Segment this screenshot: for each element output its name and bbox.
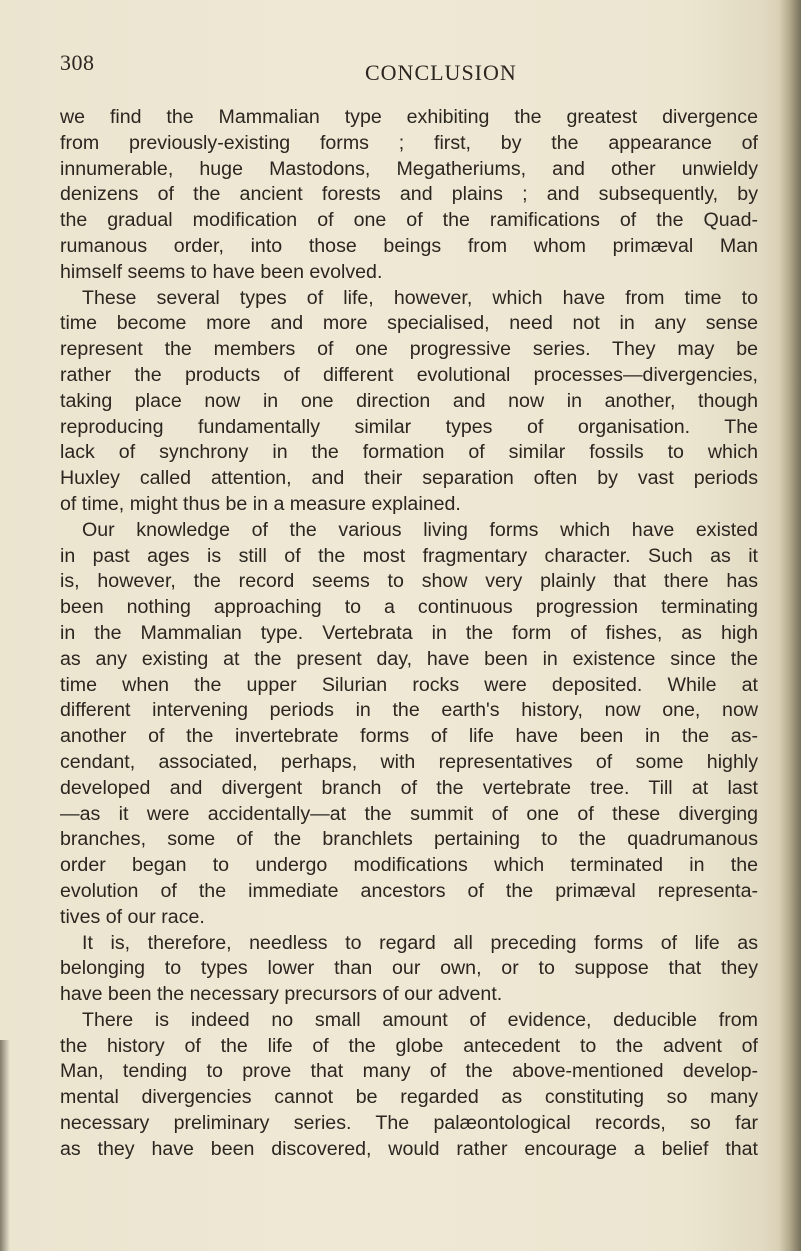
text-line: from previously-existing forms ; first, by the appearance of bbox=[60, 131, 758, 154]
text-line: in past ages is still of the most fragmentary character. Such as it bbox=[60, 544, 758, 567]
text-line: different intervening periods in the earth's history, now one, now bbox=[60, 699, 758, 722]
text-line: the history of the life of the globe antecedent to the advent of bbox=[60, 1034, 758, 1057]
text-line: Huxley called attention, and their separation often by vast periods bbox=[60, 467, 758, 490]
text-line: belonging to types lower than our own, or to suppose that they bbox=[60, 957, 758, 980]
text-line: of time, might thus be in a measure explained. bbox=[60, 492, 461, 515]
page-binding-shadow bbox=[0, 1040, 10, 1251]
text-line: order began to undergo modifications which terminated in the bbox=[60, 854, 758, 877]
text-line: in the Mammalian type. Vertebrata in the form of fishes, as high bbox=[60, 621, 758, 644]
text-line: the gradual modification of one of the ramifications of the Quad- bbox=[60, 209, 758, 232]
text-line: —as it were accidentally—at the summit of one of these diverging bbox=[60, 802, 758, 825]
text-line: as they have been discovered, would rather encourage a belief that bbox=[60, 1137, 758, 1160]
text-line: reproducing fundamentally similar types of organisation. The bbox=[60, 415, 758, 438]
text-line: These several types of life, however, which have from time to bbox=[82, 286, 758, 309]
text-line: as any existing at the present day, have been in existence since the bbox=[60, 647, 758, 670]
text-line: Our knowledge of the various living forms which have existed bbox=[82, 518, 758, 541]
text-line: time become more and more specialised, need not in any sense bbox=[60, 312, 758, 335]
page-edge-shadow bbox=[779, 0, 801, 1251]
text-line: himself seems to have been evolved. bbox=[60, 260, 383, 283]
body-text bbox=[60, 105, 758, 1163]
text-line: necessary preliminary series. The palæontological records, so far bbox=[60, 1112, 758, 1135]
text-line: Man, tending to prove that many of the above-mentioned develop- bbox=[60, 1060, 758, 1083]
text-line: mental divergencies cannot be regarded as constituting so many bbox=[60, 1086, 758, 1109]
text-line: developed and divergent branch of the vertebrate tree. Till at last bbox=[60, 776, 758, 799]
text-line: been nothing approaching to a continuous progression terminating bbox=[60, 596, 758, 619]
text-line: represent the members of one progressive series. They may be bbox=[60, 338, 758, 361]
page-header bbox=[0, 50, 801, 90]
text-line: rather the products of different evolutional processes—divergencies, bbox=[60, 363, 758, 386]
running-head: CONCLUSION bbox=[365, 60, 517, 85]
text-line: rumanous order, into those beings from whom primæval Man bbox=[60, 234, 758, 257]
text-line: lack of synchrony in the formation of similar fossils to which bbox=[60, 441, 758, 464]
text-line: is, however, the record seems to show very plainly that there has bbox=[60, 570, 758, 593]
text-line: innumerable, huge Mastodons, Megatheriums, and other unwieldy bbox=[60, 157, 758, 180]
text-line: tives of our race. bbox=[60, 905, 205, 928]
text-line: branches, some of the branchlets pertaining to the quadrumanous bbox=[60, 828, 758, 851]
text-line: denizens of the ancient forests and plains ; and subsequently, by bbox=[60, 183, 758, 206]
text-line: taking place now in one direction and now in another, though bbox=[60, 389, 758, 412]
text-line: evolution of the immediate ancestors of the primæval representa- bbox=[60, 879, 758, 902]
text-line: time when the upper Silurian rocks were deposited. While at bbox=[60, 673, 758, 696]
text-line: we find the Mammalian type exhibiting the greatest divergence bbox=[60, 106, 758, 128]
text-line: There is indeed no small amount of evidence, deducible from bbox=[82, 1008, 758, 1031]
text-line: cendant, associated, perhaps, with representatives of some highly bbox=[60, 750, 758, 773]
text-line: It is, therefore, needless to regard all preceding forms of life as bbox=[82, 931, 758, 954]
page-number: 308 bbox=[60, 50, 95, 75]
text-line: have been the necessary precursors of our advent. bbox=[60, 983, 503, 1006]
text-line: another of the invertebrate forms of life have been in the as- bbox=[60, 725, 758, 748]
